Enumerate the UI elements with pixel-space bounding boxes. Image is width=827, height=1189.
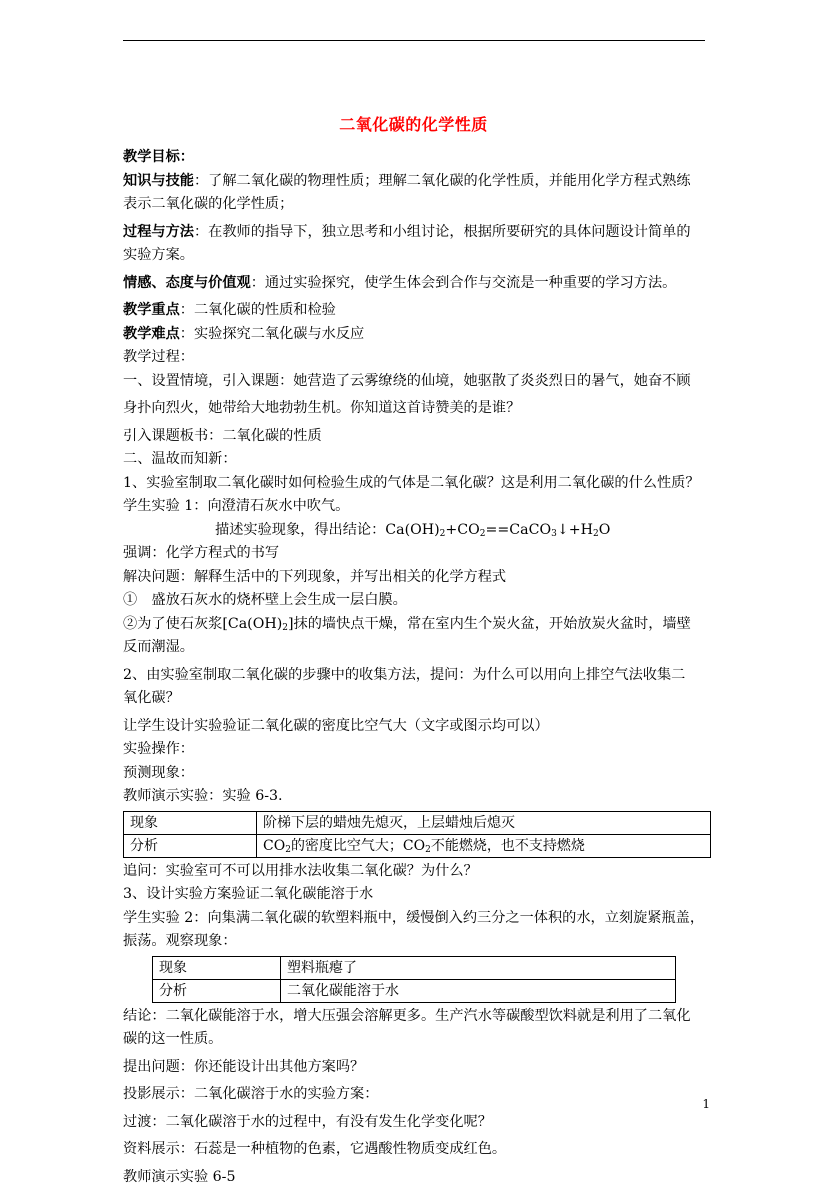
- demo-line: 教师演示实验：实验 6-3.: [123, 785, 713, 809]
- chemical-equation-line: [123, 519, 713, 543]
- list-item-2: ②为了使石灰浆$[Ca(OH)_2]$抹的墙快点干燥，常在室内生个炭火盆，开始放炭火盆时，墙壁: [123, 613, 713, 637]
- describe-text: 描述实验现象，得出结论：: [215, 522, 385, 538]
- process-text: ：在教师的指导下，独立思考和小组讨论，根据所要研究的具体问题设计简单的: [194, 224, 691, 240]
- followup-line: 追问：实验室可不可以用排水法收集二氧化碳？为什么？: [123, 860, 713, 884]
- material-line: 资料展示：石蕊是一种植物的色素，它遇酸性物质变成红色。: [123, 1138, 713, 1162]
- conclusion-line-2: 碳的这一性质。: [123, 1028, 713, 1052]
- difficult-label: 教学难点: [123, 326, 180, 342]
- student-experiment-2-cont: 振荡。观察现象：: [123, 930, 713, 954]
- conclusion-line: 结论：二氧化碳能溶于水，增大压强会溶解更多。生产汽水等碳酸型饮料就是利用了二氧化: [123, 1005, 713, 1029]
- question-2: 2、由实验室制取二氧化碳的步骤中的收集方法，提问：为什么可以用向上排空气法收集二: [123, 664, 713, 688]
- operation-line: 实验操作：: [123, 738, 713, 762]
- attitude-values: [123, 272, 713, 296]
- process-label: 过程与方法: [123, 224, 194, 240]
- page-title: 二氧化碳的化学性质: [0, 112, 827, 135]
- student-experiment-2: 学生实验 2：向集满二氧化碳的软塑料瓶中，缓慢倒入约三分之一体积的水，立刻旋紧瓶盖，: [123, 907, 713, 931]
- table-cell: $CO_2$的密度比空气大；$CO_2$不能燃烧，也不支持燃烧: [257, 834, 711, 857]
- predict-line: 预测现象：: [123, 762, 713, 786]
- table-row: [153, 956, 676, 979]
- table-cell: 分析: [124, 834, 257, 857]
- attitude-label: 情感、态度与价值观: [123, 275, 251, 291]
- solve-line: 解决问题：解释生活中的下列现象，并写出相关的化学方程式: [123, 566, 713, 590]
- table-cell: 现象: [124, 811, 257, 834]
- intro-line-1: 一、设置情境，引入课题：她营造了云雾缭绕的仙境，她驱散了炎炎烈日的暑气，她奋不顾: [123, 370, 713, 394]
- document-body: [123, 146, 713, 1189]
- emphasis-line: 强调：化学方程式的书写: [123, 542, 713, 566]
- transition-line: 过渡：二氧化碳溶于水的过程中，有没有发生化学变化呢？: [123, 1111, 713, 1135]
- process-heading: 教学过程：: [123, 346, 713, 370]
- student-experiment-1: 学生实验 1：向澄清石灰水中吹气。: [123, 495, 713, 519]
- question-1: 1、实验室制取二氧化碳时如何检验生成的气体是二氧化碳？这是利用二氧化碳的什么性质？: [123, 472, 713, 496]
- process-text-2: 实验方案。: [123, 244, 713, 268]
- knowledge-text-2: 表示二氧化碳的化学性质；: [123, 193, 713, 217]
- board-line: 引入课题板书：二氧化碳的性质: [123, 425, 713, 449]
- table-cell: 二氧化碳能溶于水: [281, 979, 676, 1002]
- process-method: [123, 221, 713, 245]
- table-row: [124, 811, 711, 834]
- table-cell: 阶梯下层的蜡烛先熄灭，上层蜡烛后熄灭: [257, 811, 711, 834]
- knowledge-skill: [123, 170, 713, 194]
- table-cell: 分析: [153, 979, 281, 1002]
- design-line: 让学生设计实验验证二氧化碳的密度比空气大（文字或图示均可以）: [123, 715, 713, 739]
- demo-2-line: 教师演示实验 6-5: [123, 1166, 713, 1189]
- projection-line: 投影展示：二氧化碳溶于水的实验方案：: [123, 1083, 713, 1107]
- review-heading: 二、温故而知新：: [123, 448, 713, 472]
- teaching-key-point: [123, 299, 713, 323]
- objectives-heading: 教学目标：: [123, 146, 713, 170]
- page-number: 1: [690, 1097, 710, 1111]
- observation-table-2: [152, 956, 676, 1003]
- chemical-equation: $Ca(OH)_2+CO_2==CaCO_3↓+H_2O$: [385, 522, 610, 538]
- key-text: ：二氧化碳的性质和检验: [180, 302, 336, 318]
- list-item-1: ① 盛放石灰水的烧杯壁上会生成一层白膜。: [123, 589, 713, 613]
- question-line: 提出问题：你还能设计出其他方案吗？: [123, 1056, 713, 1080]
- table-cell: 塑料瓶瘪了: [281, 956, 676, 979]
- intro-line-2: 身扑向烈火，她带给大地勃勃生机。你知道这首诗赞美的是谁？: [123, 397, 713, 421]
- teaching-difficult-point: [123, 323, 713, 347]
- list-item-2-cont: 反而潮湿。: [123, 636, 713, 660]
- header-rule: [123, 40, 705, 41]
- knowledge-label: 知识与技能: [123, 173, 194, 189]
- table-row: [153, 979, 676, 1002]
- difficult-text: ：实验探究二氧化碳与水反应: [180, 326, 364, 342]
- table-cell: 现象: [153, 956, 281, 979]
- table-row: [124, 834, 711, 857]
- key-label: 教学重点: [123, 302, 180, 318]
- observation-table-1: [123, 811, 711, 858]
- question-2-cont: 氧化碳？: [123, 687, 713, 711]
- attitude-text: ：通过实验探究，使学生体会到合作与交流是一种重要的学习方法。: [251, 275, 677, 291]
- knowledge-text: ：了解二氧化碳的物理性质；理解二氧化碳的化学性质，并能用化学方程式熟练: [194, 173, 691, 189]
- question-3: 3、设计实验方案验证二氧化碳能溶于水: [123, 883, 713, 907]
